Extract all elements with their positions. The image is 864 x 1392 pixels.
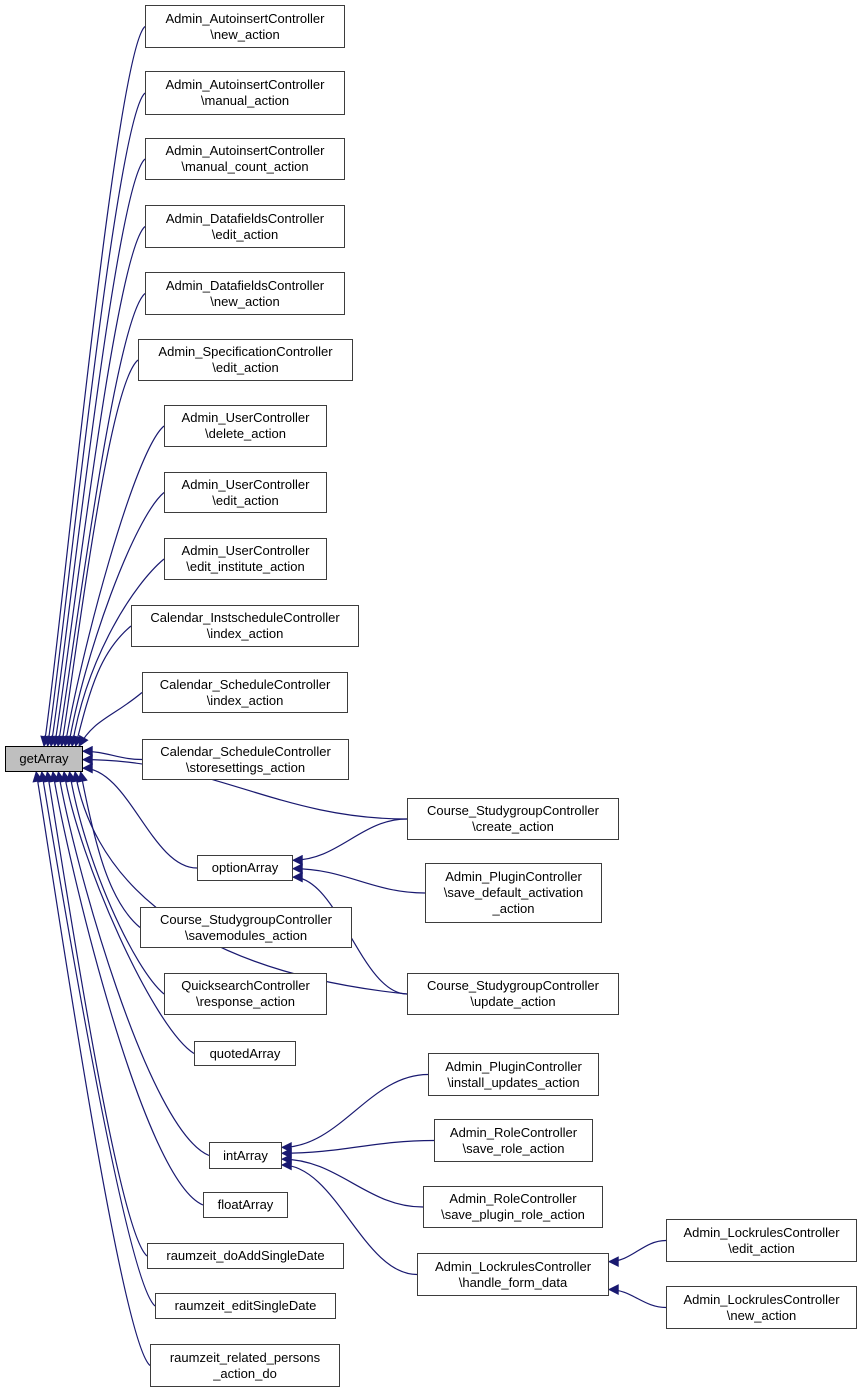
node-label-line: \index_action bbox=[206, 692, 284, 708]
graph-node-getarray bbox=[5, 746, 83, 772]
node-label-line: quotedArray bbox=[209, 1045, 281, 1061]
node-label-line: Admin_PluginController bbox=[445, 1058, 582, 1074]
graph-node-admin_datafields_new_action[interactable] bbox=[145, 272, 345, 315]
graph-node-raumzeit_editsingledate[interactable] bbox=[155, 1293, 336, 1319]
graph-node-admin_autoinsert_manual_count_action[interactable] bbox=[145, 138, 345, 180]
node-label-line: raumzeit_editSingleDate bbox=[174, 1298, 317, 1313]
node-label-line: \savemodules_action bbox=[184, 927, 308, 943]
node-label-line: floatArray bbox=[217, 1197, 274, 1212]
node-label-line: \edit_institute_action bbox=[186, 559, 305, 574]
node-label-line: \index_action bbox=[206, 626, 284, 641]
graph-node-course_studygroup_update_action[interactable] bbox=[407, 973, 619, 1015]
node-label-line: Calendar_InstscheduleController bbox=[150, 610, 340, 625]
edge-raumzeit_editsingledate-to-getarray bbox=[42, 772, 155, 1306]
node-label-line: raumzeit_doAddSingleDate bbox=[166, 1248, 325, 1263]
node-label-line: \save_plugin_role_action bbox=[441, 1207, 585, 1222]
graph-node-admin_lockrules_handle_form_data[interactable] bbox=[417, 1253, 609, 1296]
graph-node-calendar_schedule_storesettings_action[interactable] bbox=[142, 739, 349, 780]
node-label-line: Admin_UserController bbox=[181, 410, 310, 425]
graph-node-admin_user_edit_institute_action[interactable] bbox=[164, 538, 327, 580]
edge-admin_role_save_role_action-to-intarray bbox=[282, 1141, 434, 1154]
node-label-line: Admin_DatafieldsController bbox=[165, 210, 325, 226]
edge-admin_autoinsert_new_action-to-getarray bbox=[44, 27, 145, 747]
node-label-line: \new_action bbox=[210, 293, 280, 309]
node-label-line: \edit_action bbox=[212, 360, 279, 375]
node-label-line: raumzeit_related_persons bbox=[169, 1349, 321, 1365]
edge-admin_specification_edit_action-to-getarray bbox=[62, 360, 138, 746]
graph-node-admin_autoinsert_new_action[interactable] bbox=[145, 5, 345, 48]
node-label-line: \edit_action bbox=[211, 226, 279, 242]
graph-node-course_studygroup_create_action[interactable] bbox=[407, 798, 619, 840]
node-label-line: Course_StudygroupController bbox=[427, 978, 599, 993]
edge-admin_autoinsert_manual_action-to-getarray bbox=[48, 93, 145, 746]
graph-node-admin_lockrules_new_action[interactable] bbox=[666, 1286, 857, 1329]
edge-admin_plugin_install_updates_action-to-intarray bbox=[282, 1075, 428, 1148]
node-label-line: Admin_DatafieldsController bbox=[165, 277, 325, 293]
graph-node-admin_user_delete_action[interactable] bbox=[164, 405, 327, 447]
graph-node-admin_specification_edit_action[interactable] bbox=[138, 339, 353, 381]
edge-intarray-to-getarray bbox=[58, 772, 209, 1156]
graph-node-course_studygroup_savemodules_action[interactable] bbox=[140, 907, 352, 948]
node-label-line: \delete_action bbox=[205, 426, 286, 441]
node-label-line: \save_role_action bbox=[462, 1140, 565, 1156]
node-label-line: Calendar_ScheduleController bbox=[160, 743, 331, 759]
node-label-line: \response_action bbox=[195, 994, 295, 1009]
graph-node-calendar_instschedule_index_action[interactable] bbox=[131, 605, 359, 647]
node-label-line: Admin_LockrulesController bbox=[683, 1224, 840, 1240]
node-label-line: \save_default_activation bbox=[443, 885, 584, 900]
graph-node-admin_role_save_role_action[interactable] bbox=[434, 1119, 593, 1162]
node-label-line: Admin_PluginController bbox=[445, 869, 582, 884]
node-label-line: \create_action bbox=[472, 819, 554, 834]
graph-node-intarray[interactable] bbox=[209, 1142, 282, 1169]
graph-node-admin_plugin_install_updates_action[interactable] bbox=[428, 1053, 599, 1096]
edge-admin_plugin_save_default_activation_action-to-optionarray bbox=[293, 869, 425, 893]
edge-admin_lockrules_new_action-to-admin_lockrules_handle_form_data bbox=[609, 1290, 666, 1308]
node-label-line: Admin_RoleController bbox=[449, 1124, 578, 1140]
edge-calendar_instschedule_index_action-to-getarray bbox=[76, 626, 131, 746]
node-label-line: \manual_action bbox=[200, 93, 290, 108]
node-label-line: Admin_AutoinsertController bbox=[165, 10, 325, 26]
edge-course_studygroup_update_action-to-getarray bbox=[75, 772, 407, 994]
graph-node-raumzeit_doaddsingledate[interactable] bbox=[147, 1243, 344, 1269]
graph-node-quicksearch_response_action[interactable] bbox=[164, 973, 327, 1015]
graph-node-calendar_schedule_index_action[interactable] bbox=[142, 672, 348, 713]
edge-admin_lockrules_edit_action-to-admin_lockrules_handle_form_data bbox=[609, 1241, 666, 1262]
node-label-line: _action bbox=[492, 901, 535, 916]
edge-admin_role_save_plugin_role_action-to-intarray bbox=[282, 1159, 423, 1207]
node-label-line: Admin_UserController bbox=[181, 543, 310, 558]
node-label-line: \install_updates_action bbox=[447, 1074, 580, 1090]
edge-calendar_schedule_storesettings_action-to-getarray bbox=[83, 751, 142, 759]
graph-node-admin_role_save_plugin_role_action[interactable] bbox=[423, 1186, 603, 1228]
node-label-line: Admin_AutoinsertController bbox=[165, 77, 325, 92]
node-label-line: \edit_action bbox=[728, 1240, 795, 1256]
node-label-line: QuicksearchController bbox=[181, 978, 310, 993]
graph-node-raumzeit_related_persons_action_do[interactable] bbox=[150, 1344, 340, 1387]
node-label-line: \new_action bbox=[726, 1307, 797, 1323]
node-label-line: _action_do bbox=[213, 1365, 277, 1381]
node-label-line: Course_StudygroupController bbox=[160, 911, 332, 927]
node-label-line: \storesettings_action bbox=[185, 759, 306, 775]
node-label-line: Course_StudygroupController bbox=[427, 803, 599, 818]
node-label-line: \update_action bbox=[470, 994, 556, 1009]
node-label-line: \edit_action bbox=[212, 492, 279, 508]
node-label-line: Admin_LockrulesController bbox=[683, 1291, 840, 1307]
edge-course_studygroup_create_action-to-optionarray bbox=[293, 819, 407, 860]
graph-node-admin_plugin_save_default_activation_action[interactable] bbox=[425, 863, 602, 923]
node-label-line: Admin_UserController bbox=[181, 476, 310, 492]
node-label-line: Admin_SpecificationController bbox=[158, 344, 333, 359]
node-label-line: Calendar_ScheduleController bbox=[159, 676, 331, 692]
edge-optionarray-to-getarray bbox=[83, 768, 197, 868]
node-label-line: \new_action bbox=[210, 26, 280, 42]
node-label-line: \manual_count_action bbox=[181, 159, 309, 174]
graph-node-admin_datafields_edit_action[interactable] bbox=[145, 205, 345, 248]
graph-node-quotedarray[interactable] bbox=[194, 1041, 296, 1066]
node-label-line: optionArray bbox=[211, 860, 279, 875]
node-label-line: intArray bbox=[223, 1147, 268, 1163]
node-label-line: Admin_RoleController bbox=[449, 1191, 577, 1206]
graph-node-floatarray[interactable] bbox=[203, 1192, 288, 1218]
node-label-line: Admin_AutoinsertController bbox=[165, 143, 325, 158]
edge-admin_user_edit_institute_action-to-getarray bbox=[72, 559, 164, 746]
node-label-line: Admin_LockrulesController bbox=[434, 1258, 592, 1274]
graph-node-optionarray[interactable] bbox=[197, 855, 293, 881]
graph-node-admin_autoinsert_manual_action[interactable] bbox=[145, 71, 345, 115]
graph-node-admin_user_edit_action[interactable] bbox=[164, 472, 327, 513]
node-label-line: \handle_form_data bbox=[458, 1274, 568, 1290]
graph-node-admin_lockrules_edit_action[interactable] bbox=[666, 1219, 857, 1262]
node-label-line: getArray bbox=[19, 751, 69, 766]
